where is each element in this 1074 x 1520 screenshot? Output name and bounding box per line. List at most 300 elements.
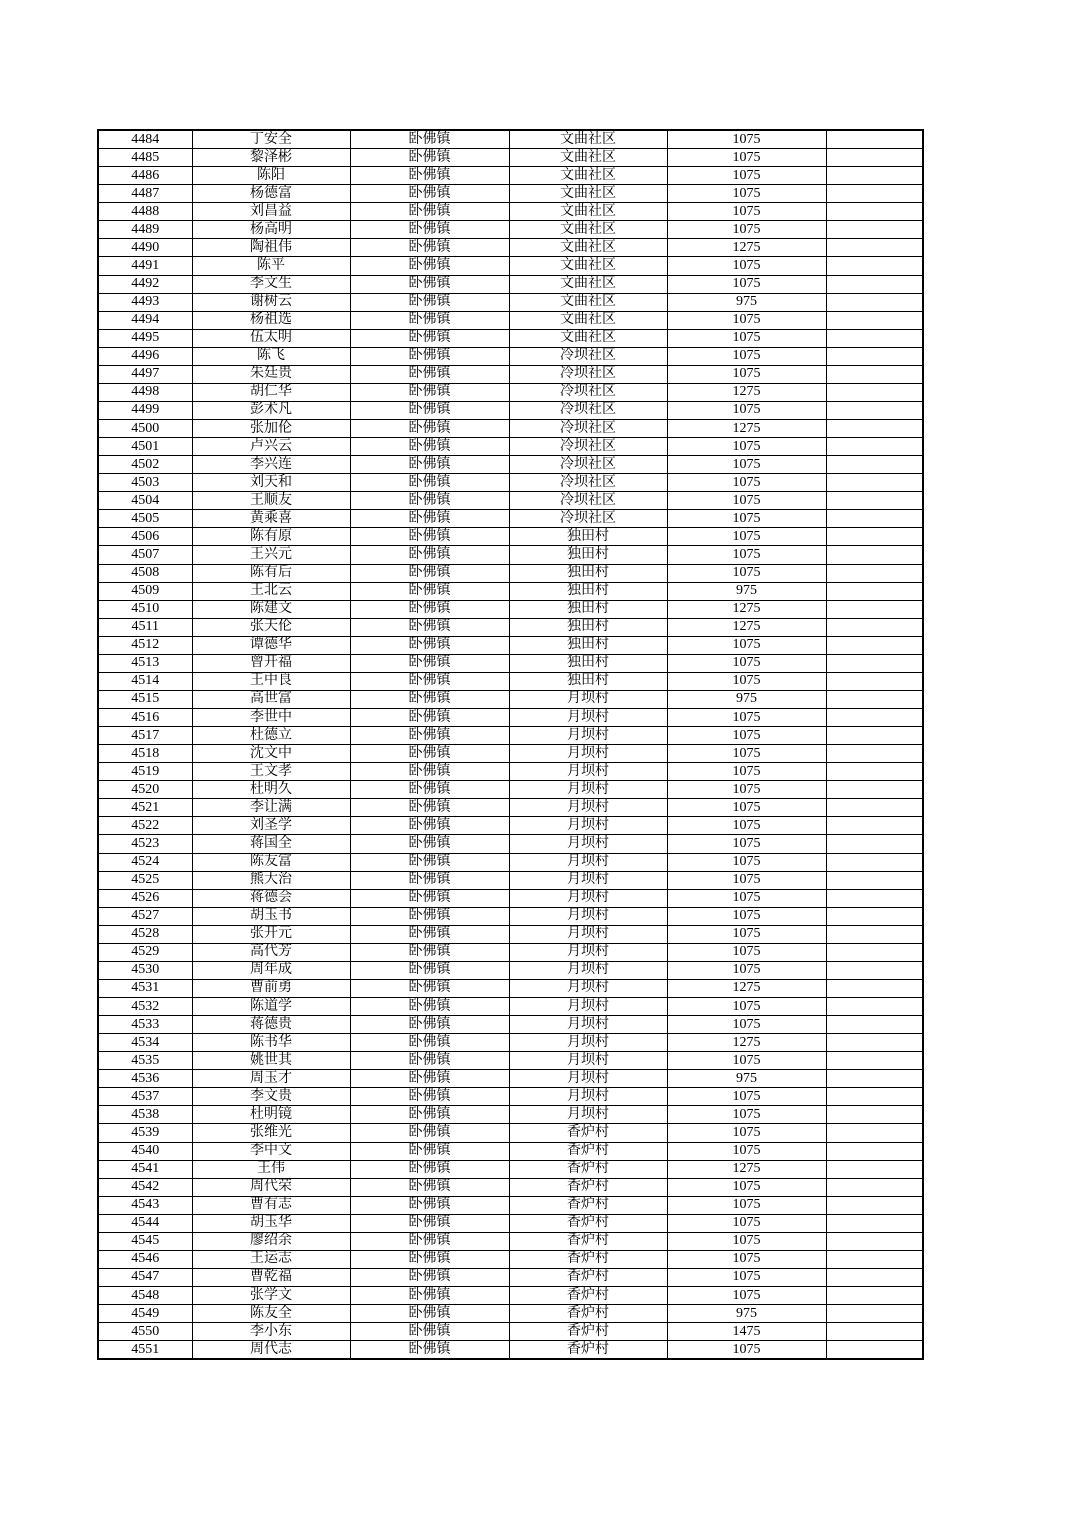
town-cell: 卧佛镇 [350, 745, 509, 763]
amount-cell: 1075 [667, 528, 826, 546]
village-cell: 香炉村 [509, 1287, 667, 1305]
remark-cell [826, 1124, 923, 1142]
town-cell: 卧佛镇 [350, 907, 509, 925]
name-cell: 伍太明 [192, 329, 350, 347]
table-row [98, 1088, 923, 1106]
name-cell: 刘圣学 [192, 817, 350, 835]
amount-cell: 1075 [667, 347, 826, 365]
row-number-cell: 4516 [98, 709, 192, 727]
table-row [98, 727, 923, 745]
table-row [98, 925, 923, 943]
row-number-cell: 4542 [98, 1178, 192, 1196]
village-cell: 香炉村 [509, 1214, 667, 1232]
row-number-cell: 4551 [98, 1341, 192, 1360]
name-cell: 陈有后 [192, 564, 350, 582]
name-cell: 杨高明 [192, 221, 350, 239]
town-cell: 卧佛镇 [350, 456, 509, 474]
town-cell: 卧佛镇 [350, 1214, 509, 1232]
table-row [98, 1052, 923, 1070]
name-cell: 曹有志 [192, 1196, 350, 1214]
name-cell: 杜德立 [192, 727, 350, 745]
remark-cell [826, 835, 923, 853]
remark-cell [826, 564, 923, 582]
remark-cell [826, 745, 923, 763]
amount-cell: 1075 [667, 998, 826, 1016]
village-cell: 冷坝社区 [509, 420, 667, 438]
row-number-cell: 4484 [98, 130, 192, 149]
name-cell: 陈道学 [192, 998, 350, 1016]
table-row [98, 1341, 923, 1360]
village-cell: 冷坝社区 [509, 401, 667, 419]
town-cell: 卧佛镇 [350, 582, 509, 600]
row-number-cell: 4498 [98, 383, 192, 401]
village-cell: 月坝村 [509, 925, 667, 943]
name-cell: 李文贵 [192, 1088, 350, 1106]
town-cell: 卧佛镇 [350, 618, 509, 636]
town-cell: 卧佛镇 [350, 709, 509, 727]
amount-cell: 1075 [667, 167, 826, 185]
row-number-cell: 4532 [98, 998, 192, 1016]
remark-cell [826, 925, 923, 943]
town-cell: 卧佛镇 [350, 347, 509, 365]
village-cell: 文曲社区 [509, 149, 667, 167]
amount-cell: 1075 [667, 763, 826, 781]
row-number-cell: 4530 [98, 961, 192, 979]
name-cell: 曹乾福 [192, 1268, 350, 1286]
amount-cell: 1075 [667, 492, 826, 510]
village-cell: 文曲社区 [509, 257, 667, 275]
village-cell: 文曲社区 [509, 275, 667, 293]
name-cell: 蒋德贵 [192, 1016, 350, 1034]
village-cell: 冷坝社区 [509, 456, 667, 474]
town-cell: 卧佛镇 [350, 1178, 509, 1196]
table-row [98, 1287, 923, 1305]
row-number-cell: 4527 [98, 907, 192, 925]
village-cell: 月坝村 [509, 781, 667, 799]
amount-cell: 1075 [667, 871, 826, 889]
remark-cell [826, 167, 923, 185]
remark-cell [826, 1160, 923, 1178]
town-cell: 卧佛镇 [350, 1052, 509, 1070]
name-cell: 王兴元 [192, 546, 350, 564]
remark-cell [826, 528, 923, 546]
amount-cell: 1075 [667, 546, 826, 564]
remark-cell [826, 257, 923, 275]
amount-cell: 1275 [667, 420, 826, 438]
village-cell: 独田村 [509, 582, 667, 600]
name-cell: 彭术凡 [192, 401, 350, 419]
village-cell: 月坝村 [509, 1088, 667, 1106]
remark-cell [826, 1034, 923, 1052]
town-cell: 卧佛镇 [350, 564, 509, 582]
amount-cell: 1075 [667, 889, 826, 907]
remark-cell [826, 582, 923, 600]
name-cell: 李让满 [192, 799, 350, 817]
remark-cell [826, 510, 923, 528]
village-cell: 冷坝社区 [509, 438, 667, 456]
remark-cell [826, 600, 923, 618]
amount-cell: 1075 [667, 185, 826, 203]
remark-cell [826, 1070, 923, 1088]
town-cell: 卧佛镇 [350, 420, 509, 438]
table-row [98, 979, 923, 997]
table-row [98, 1034, 923, 1052]
amount-cell: 1075 [667, 907, 826, 925]
amount-cell: 1075 [667, 943, 826, 961]
amount-cell: 1075 [667, 474, 826, 492]
table-row [98, 456, 923, 474]
name-cell: 王文孝 [192, 763, 350, 781]
town-cell: 卧佛镇 [350, 239, 509, 257]
table-row [98, 420, 923, 438]
remark-cell [826, 889, 923, 907]
amount-cell: 1075 [667, 1232, 826, 1250]
name-cell: 陈友富 [192, 853, 350, 871]
village-cell: 月坝村 [509, 943, 667, 961]
table-row [98, 1305, 923, 1323]
name-cell: 胡玉华 [192, 1214, 350, 1232]
town-cell: 卧佛镇 [350, 1196, 509, 1214]
row-number-cell: 4500 [98, 420, 192, 438]
amount-cell: 1075 [667, 1250, 826, 1268]
table-row [98, 618, 923, 636]
table-row [98, 474, 923, 492]
amount-cell: 975 [667, 1305, 826, 1323]
row-number-cell: 4529 [98, 943, 192, 961]
village-cell: 香炉村 [509, 1178, 667, 1196]
row-number-cell: 4546 [98, 1250, 192, 1268]
row-number-cell: 4535 [98, 1052, 192, 1070]
amount-cell: 1075 [667, 781, 826, 799]
table-row [98, 889, 923, 907]
remark-cell [826, 943, 923, 961]
amount-cell: 1075 [667, 853, 826, 871]
amount-cell: 975 [667, 293, 826, 311]
town-cell: 卧佛镇 [350, 528, 509, 546]
village-cell: 独田村 [509, 672, 667, 690]
remark-cell [826, 203, 923, 221]
village-cell: 文曲社区 [509, 185, 667, 203]
amount-cell: 1075 [667, 203, 826, 221]
town-cell: 卧佛镇 [350, 1160, 509, 1178]
town-cell: 卧佛镇 [350, 329, 509, 347]
amount-cell: 1075 [667, 311, 826, 329]
row-number-cell: 4541 [98, 1160, 192, 1178]
name-cell: 张加伦 [192, 420, 350, 438]
name-cell: 王伟 [192, 1160, 350, 1178]
table-row [98, 745, 923, 763]
town-cell: 卧佛镇 [350, 149, 509, 167]
town-cell: 卧佛镇 [350, 1268, 509, 1286]
remark-cell [826, 1250, 923, 1268]
amount-cell: 1075 [667, 654, 826, 672]
table-row [98, 1016, 923, 1034]
table-row [98, 510, 923, 528]
village-cell: 月坝村 [509, 1016, 667, 1034]
village-cell: 香炉村 [509, 1341, 667, 1360]
town-cell: 卧佛镇 [350, 1250, 509, 1268]
name-cell: 周年成 [192, 961, 350, 979]
town-cell: 卧佛镇 [350, 727, 509, 745]
village-cell: 月坝村 [509, 907, 667, 925]
row-number-cell: 4509 [98, 582, 192, 600]
row-number-cell: 4494 [98, 311, 192, 329]
village-cell: 冷坝社区 [509, 347, 667, 365]
amount-cell: 1075 [667, 1088, 826, 1106]
table-row [98, 582, 923, 600]
table-row [98, 167, 923, 185]
remark-cell [826, 130, 923, 149]
row-number-cell: 4540 [98, 1142, 192, 1160]
remark-cell [826, 365, 923, 383]
remark-cell [826, 1305, 923, 1323]
amount-cell: 1075 [667, 1196, 826, 1214]
table-row [98, 781, 923, 799]
name-cell: 李兴连 [192, 456, 350, 474]
remark-cell [826, 1088, 923, 1106]
name-cell: 胡玉书 [192, 907, 350, 925]
remark-cell [826, 329, 923, 347]
row-number-cell: 4496 [98, 347, 192, 365]
remark-cell [826, 420, 923, 438]
amount-cell: 1075 [667, 1178, 826, 1196]
name-cell: 谢树云 [192, 293, 350, 311]
town-cell: 卧佛镇 [350, 1070, 509, 1088]
row-number-cell: 4523 [98, 835, 192, 853]
remark-cell [826, 456, 923, 474]
amount-cell: 1075 [667, 745, 826, 763]
name-cell: 周代荣 [192, 1178, 350, 1196]
name-cell: 沈文中 [192, 745, 350, 763]
table-row [98, 1070, 923, 1088]
amount-cell: 1475 [667, 1323, 826, 1341]
name-cell: 廖绍余 [192, 1232, 350, 1250]
village-cell: 月坝村 [509, 889, 667, 907]
village-cell: 月坝村 [509, 1034, 667, 1052]
village-cell: 文曲社区 [509, 293, 667, 311]
town-cell: 卧佛镇 [350, 257, 509, 275]
village-cell: 月坝村 [509, 745, 667, 763]
town-cell: 卧佛镇 [350, 221, 509, 239]
town-cell: 卧佛镇 [350, 636, 509, 654]
row-number-cell: 4528 [98, 925, 192, 943]
row-number-cell: 4533 [98, 1016, 192, 1034]
amount-cell: 1075 [667, 1124, 826, 1142]
table-row [98, 1124, 923, 1142]
name-cell: 李世中 [192, 709, 350, 727]
remark-cell [826, 474, 923, 492]
remark-cell [826, 817, 923, 835]
name-cell: 陈书华 [192, 1034, 350, 1052]
amount-cell: 1275 [667, 618, 826, 636]
town-cell: 卧佛镇 [350, 311, 509, 329]
table-row [98, 817, 923, 835]
row-number-cell: 4544 [98, 1214, 192, 1232]
remark-cell [826, 492, 923, 510]
name-cell: 陈阳 [192, 167, 350, 185]
row-number-cell: 4525 [98, 871, 192, 889]
remark-cell [826, 1268, 923, 1286]
town-cell: 卧佛镇 [350, 293, 509, 311]
remark-cell [826, 727, 923, 745]
town-cell: 卧佛镇 [350, 1016, 509, 1034]
remark-cell [826, 618, 923, 636]
row-number-cell: 4539 [98, 1124, 192, 1142]
table-row [98, 293, 923, 311]
remark-cell [826, 293, 923, 311]
row-number-cell: 4538 [98, 1106, 192, 1124]
village-cell: 香炉村 [509, 1142, 667, 1160]
name-cell: 蒋国全 [192, 835, 350, 853]
table-row [98, 1178, 923, 1196]
row-number-cell: 4514 [98, 672, 192, 690]
village-cell: 独田村 [509, 546, 667, 564]
table-row [98, 438, 923, 456]
table-row [98, 600, 923, 618]
row-number-cell: 4495 [98, 329, 192, 347]
remark-cell [826, 853, 923, 871]
row-number-cell: 4508 [98, 564, 192, 582]
village-cell: 香炉村 [509, 1305, 667, 1323]
name-cell: 曹前勇 [192, 979, 350, 997]
name-cell: 陈有原 [192, 528, 350, 546]
name-cell: 杜明久 [192, 781, 350, 799]
remark-cell [826, 1052, 923, 1070]
table-row [98, 690, 923, 708]
town-cell: 卧佛镇 [350, 672, 509, 690]
name-cell: 王北云 [192, 582, 350, 600]
amount-cell: 1075 [667, 961, 826, 979]
village-cell: 冷坝社区 [509, 383, 667, 401]
village-cell: 冷坝社区 [509, 492, 667, 510]
name-cell: 王顺友 [192, 492, 350, 510]
row-number-cell: 4548 [98, 1287, 192, 1305]
village-cell: 冷坝社区 [509, 510, 667, 528]
row-number-cell: 4511 [98, 618, 192, 636]
remark-cell [826, 1142, 923, 1160]
remark-cell [826, 672, 923, 690]
remark-cell [826, 781, 923, 799]
row-number-cell: 4505 [98, 510, 192, 528]
amount-cell: 1275 [667, 1160, 826, 1178]
row-number-cell: 4547 [98, 1268, 192, 1286]
town-cell: 卧佛镇 [350, 853, 509, 871]
village-cell: 文曲社区 [509, 130, 667, 149]
name-cell: 陶祖伟 [192, 239, 350, 257]
remark-cell [826, 401, 923, 419]
name-cell: 陈平 [192, 257, 350, 275]
table-row [98, 1214, 923, 1232]
table-row [98, 149, 923, 167]
table-row [98, 383, 923, 401]
town-cell: 卧佛镇 [350, 1287, 509, 1305]
row-number-cell: 4524 [98, 853, 192, 871]
village-cell: 独田村 [509, 636, 667, 654]
amount-cell: 1075 [667, 257, 826, 275]
village-cell: 月坝村 [509, 1052, 667, 1070]
remark-cell [826, 239, 923, 257]
town-cell: 卧佛镇 [350, 1341, 509, 1360]
name-cell: 杜明镜 [192, 1106, 350, 1124]
town-cell: 卧佛镇 [350, 889, 509, 907]
name-cell: 朱廷贵 [192, 365, 350, 383]
amount-cell: 975 [667, 582, 826, 600]
row-number-cell: 4507 [98, 546, 192, 564]
village-cell: 月坝村 [509, 817, 667, 835]
village-cell: 香炉村 [509, 1250, 667, 1268]
town-cell: 卧佛镇 [350, 1106, 509, 1124]
town-cell: 卧佛镇 [350, 998, 509, 1016]
town-cell: 卧佛镇 [350, 690, 509, 708]
name-cell: 蒋德会 [192, 889, 350, 907]
row-number-cell: 4487 [98, 185, 192, 203]
remark-cell [826, 979, 923, 997]
name-cell: 姚世其 [192, 1052, 350, 1070]
amount-cell: 1075 [667, 1287, 826, 1305]
village-cell: 月坝村 [509, 727, 667, 745]
row-number-cell: 4519 [98, 763, 192, 781]
name-cell: 李文生 [192, 275, 350, 293]
village-cell: 独田村 [509, 618, 667, 636]
name-cell: 周玉才 [192, 1070, 350, 1088]
name-cell: 王中良 [192, 672, 350, 690]
town-cell: 卧佛镇 [350, 167, 509, 185]
remark-cell [826, 149, 923, 167]
amount-cell: 1075 [667, 456, 826, 474]
table-row [98, 799, 923, 817]
village-cell: 月坝村 [509, 1070, 667, 1088]
name-cell: 杨祖选 [192, 311, 350, 329]
table-row [98, 130, 923, 149]
town-cell: 卧佛镇 [350, 401, 509, 419]
row-number-cell: 4499 [98, 401, 192, 419]
table-row [98, 1142, 923, 1160]
village-cell: 香炉村 [509, 1196, 667, 1214]
village-cell: 月坝村 [509, 853, 667, 871]
name-cell: 李中文 [192, 1142, 350, 1160]
remark-cell [826, 763, 923, 781]
amount-cell: 1075 [667, 1106, 826, 1124]
row-number-cell: 4490 [98, 239, 192, 257]
town-cell: 卧佛镇 [350, 438, 509, 456]
village-cell: 月坝村 [509, 709, 667, 727]
village-cell: 香炉村 [509, 1232, 667, 1250]
village-cell: 文曲社区 [509, 167, 667, 185]
town-cell: 卧佛镇 [350, 961, 509, 979]
village-cell: 月坝村 [509, 871, 667, 889]
amount-cell: 1275 [667, 979, 826, 997]
village-cell: 月坝村 [509, 690, 667, 708]
remark-cell [826, 1016, 923, 1034]
row-number-cell: 4485 [98, 149, 192, 167]
row-number-cell: 4520 [98, 781, 192, 799]
table-row [98, 1323, 923, 1341]
table-row [98, 203, 923, 221]
table-row [98, 763, 923, 781]
name-cell: 张天伦 [192, 618, 350, 636]
amount-cell: 975 [667, 690, 826, 708]
remark-cell [826, 275, 923, 293]
table-row [98, 1196, 923, 1214]
data-table [97, 129, 924, 1360]
table-row [98, 221, 923, 239]
name-cell: 陈友全 [192, 1305, 350, 1323]
town-cell: 卧佛镇 [350, 835, 509, 853]
table-row [98, 347, 923, 365]
amount-cell: 1275 [667, 383, 826, 401]
amount-cell: 1075 [667, 709, 826, 727]
remark-cell [826, 636, 923, 654]
